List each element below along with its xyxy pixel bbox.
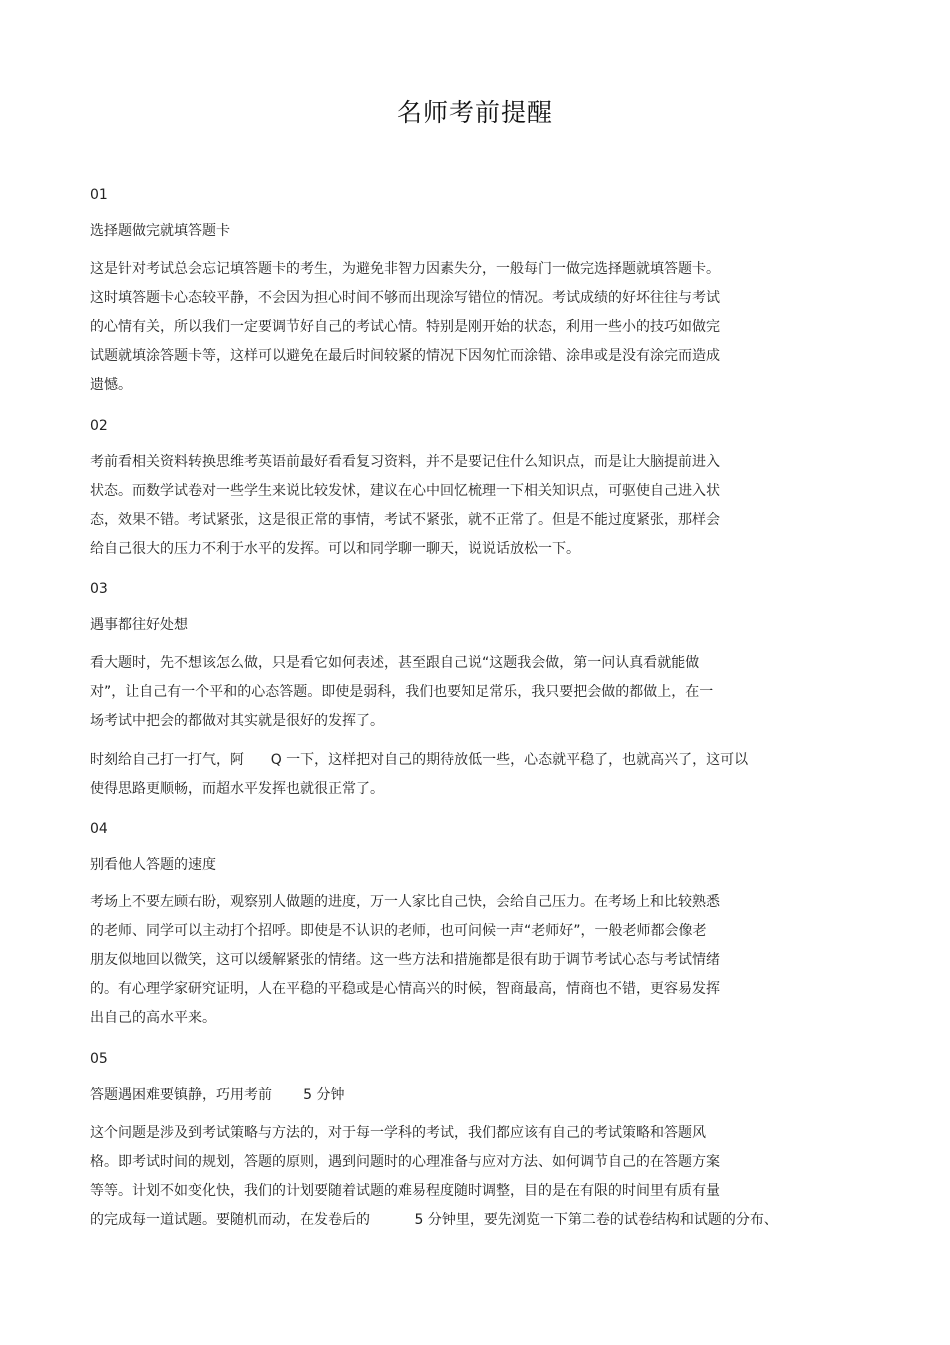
section-heading: 答题遇困难要镇静，巧用考前 5 分钟 xyxy=(90,1087,345,1103)
paragraph-line: 状态。而数学试卷对一些学生来说比较发怵，建议在心中回忆梳理一下相关知识点，可驱使自己进入状 xyxy=(90,483,720,499)
paragraph-line: 时刻给自己打一打气，阿 Q 一下，这样把对自己的期待放低一些，心态就平稳了，也就高兴了，这可以 xyxy=(90,752,749,768)
paragraph-line: 给自己很大的压力不利于水平的发挥。可以和同学聊一聊天，说说话放松一下。 xyxy=(90,541,580,557)
paragraph-line: 看大题时，先不想该怎么做，只是看它如何表述，甚至跟自己说“这题我会做，第一问认真看就能做 xyxy=(90,655,700,671)
paragraph-line: 遗憾。 xyxy=(90,377,132,393)
paragraph-line: 态，效果不错。考试紧张，这是很正常的事情，考试不紧张，就不正常了。但是不能过度紧张，那样会 xyxy=(90,512,720,528)
paragraph-line: 考场上不要左顾右盼，观察别人做题的进度，万一人家比自己快，会给自己压力。在考场上和比较熟悉 xyxy=(90,894,720,910)
paragraph-line: 的完成每一道试题。要随机而动，在发卷后的 5 分钟里，要先浏览一下第二卷的试卷结构和试题的分布、 xyxy=(90,1212,778,1228)
paragraph-line: 场考试中把会的都做对其实就是很好的发挥了。 xyxy=(90,713,384,729)
paragraph-line: 试题就填涂答题卡等，这样可以避免在最后时间较紧的情况下因匆忙而涂错、涂串或是没有涂完而造成 xyxy=(90,348,720,364)
page-title: 名师考前提醒 xyxy=(396,98,553,127)
paragraph-line: 的。有心理学家研究证明，人在平稳的平稳或是心情高兴的时候，智商最高，情商也不错，更容易发挥 xyxy=(90,981,720,997)
paragraph-line: 朋友似地回以微笑，这可以缓解紧张的情绪。这一些方法和措施都是很有助于调节考试心态与考试情绪 xyxy=(90,952,720,968)
paragraph-line: 使得思路更顺畅，而超水平发挥也就很正常了。 xyxy=(90,781,384,797)
paragraph-line: 格。即考试时间的规划，答题的原则，遇到问题时的心理准备与应对方法、如何调节自己的在答题方案 xyxy=(90,1154,720,1170)
paragraph-line: 对”，让自己有一个平和的心态答题。即使是弱科，我们也要知足常乐，我只要把会做的都做上，在一 xyxy=(90,684,714,700)
section-number: 05 xyxy=(90,1051,108,1067)
paragraph-line: 这是针对考试总会忘记填答题卡的考生，为避免非智力因素失分，一般每门一做完选择题就填答题卡。 xyxy=(90,261,720,277)
section-heading: 别看他人答题的速度 xyxy=(90,857,216,873)
section-heading: 选择题做完就填答题卡 xyxy=(90,223,230,239)
paragraph-line: 的老师、同学可以主动打个招呼。即使是不认识的老师，也可问候一声“老师好”，一般老师都会像老 xyxy=(90,923,707,939)
section-number: 03 xyxy=(90,581,108,597)
section-number: 01 xyxy=(90,187,108,203)
section-number: 02 xyxy=(90,418,108,434)
paragraph-line: 这个问题是涉及到考试策略与方法的，对于每一学科的考试，我们都应该有自己的考试策略和答题风 xyxy=(90,1125,706,1141)
paragraph-line: 的心情有关，所以我们一定要调节好自己的考试心情。特别是刚开始的状态，利用一些小的技巧如做完 xyxy=(90,319,720,335)
section-number: 04 xyxy=(90,821,108,837)
paragraph-line: 出自己的高水平来。 xyxy=(90,1010,216,1026)
section-heading: 遇事都往好处想 xyxy=(90,617,188,633)
paragraph-line: 等等。计划不如变化快，我们的计划要随着试题的难易程度随时调整，目的是在有限的时间里有质有量 xyxy=(90,1183,720,1199)
paragraph-line: 这时填答题卡心态较平静，不会因为担心时间不够而出现涂写错位的情况。考试成绩的好坏往往与考试 xyxy=(90,290,720,306)
paragraph-line: 考前看相关资料转换思维考英语前最好看看复习资料，并不是要记住什么知识点，而是让大脑提前进入 xyxy=(90,454,720,470)
